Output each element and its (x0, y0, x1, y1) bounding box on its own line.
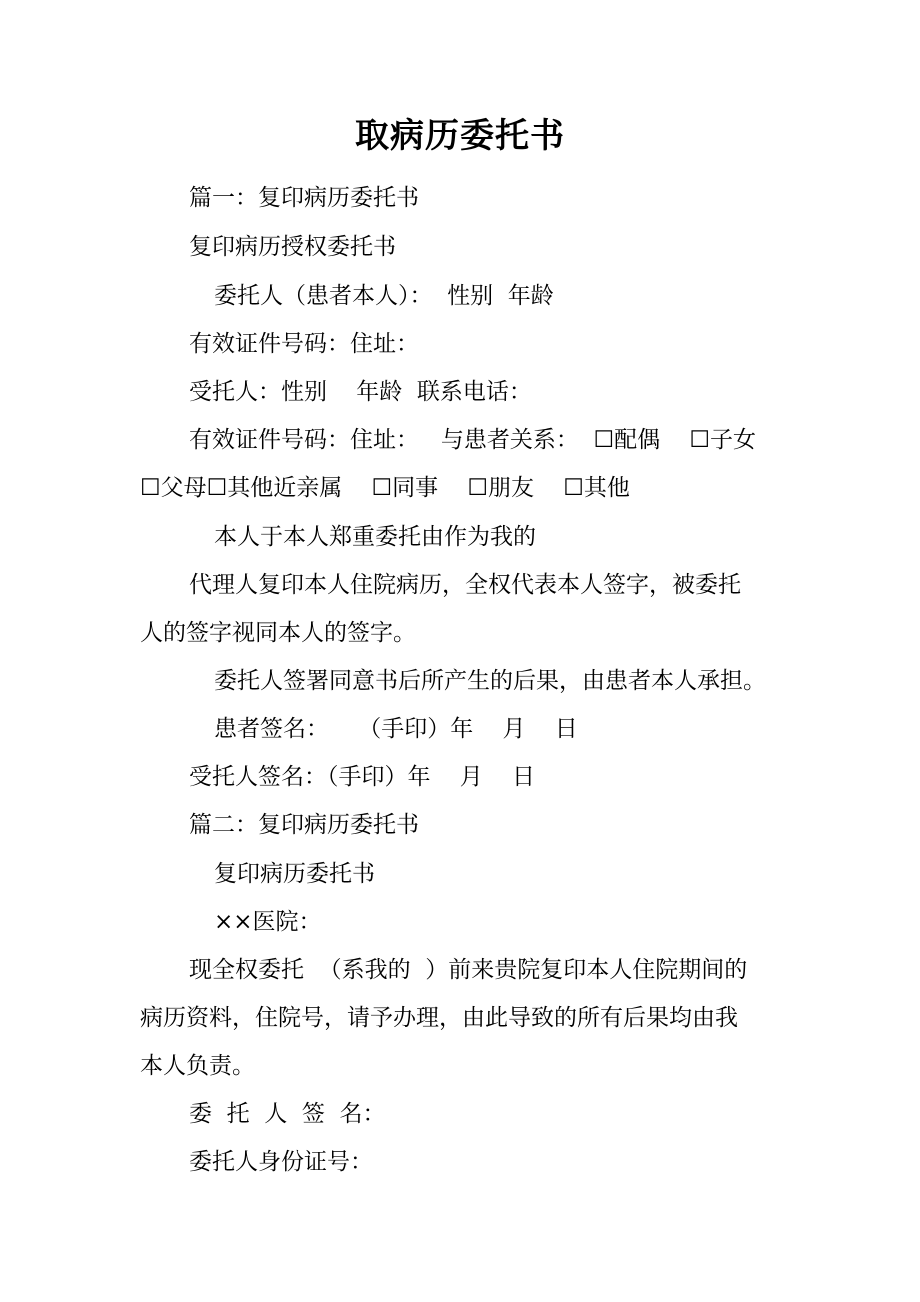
agent-line: 受托人：性别 年龄 联系电话： (189, 379, 532, 405)
principal-id-line: 有效证件号码：住址： (189, 331, 419, 357)
section-heading-1: 篇一：复印病历委托书 (189, 185, 419, 211)
patient-signature-line: 患者签名： （手印）年 月 日 (214, 716, 578, 742)
principal-line: 委托人（患者本人）： 性别 年龄 (214, 283, 554, 309)
principal-id-number-line: 委托人身份证号： (189, 1149, 373, 1175)
agent-signature-line: 受托人签名：（手印）年 月 日 (189, 764, 535, 790)
statement-line-3: 人的签字视同本人的签字。 (140, 620, 416, 646)
statement-line-2: 代理人复印本人住院病历，全权代表本人签字，被委托 (189, 572, 741, 598)
section-heading-2: 篇二：复印病历委托书 (189, 812, 419, 838)
form-title-2: 复印病历委托书 (214, 861, 375, 887)
principal-signature-line: 委 托 人 签 名： (189, 1101, 386, 1127)
agent-id-relation-line: 有效证件号码：住址： 与患者关系： ☐配偶 ☐子女 (189, 427, 757, 453)
hospital-salutation: ××医院： (214, 909, 322, 935)
authorization-line-2: 病历资料，住院号，请予办理，由此导致的所有后果均由我 (140, 1005, 738, 1031)
statement-line-1: 本人于本人郑重委托由作为我的 (214, 524, 536, 550)
document-title: 取病历委托书 (355, 116, 565, 156)
authorization-line-3: 本人负责。 (140, 1053, 255, 1079)
authorization-line-1: 现全权委托 （系我的 ）前来贵院复印本人住院期间的 (189, 957, 748, 983)
relation-options-line: ☐父母☐其他近亲属 ☐同事 ☐朋友 ☐其他 (140, 475, 630, 501)
consequence-line: 委托人签署同意书后所产生的后果，由患者本人承担。 (214, 668, 766, 694)
form-title-1: 复印病历授权委托书 (189, 234, 396, 260)
